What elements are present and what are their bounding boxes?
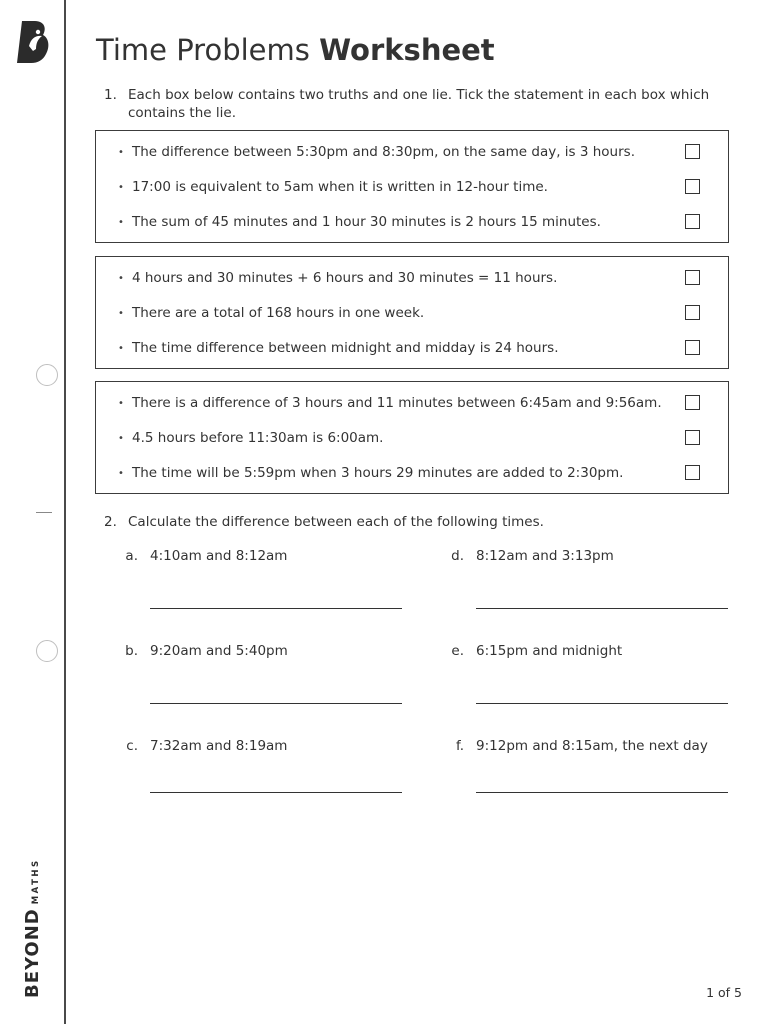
statement-row: [118, 212, 601, 232]
punch-hole-bottom: [36, 640, 58, 662]
question-number: 1.: [104, 87, 117, 103]
item-letter: e.: [451, 643, 464, 659]
beyond-b-logo-icon: [16, 20, 50, 64]
statement-text: The time will be 5:59pm when 3 hours 29 minutes are added to 2:30pm.: [132, 465, 624, 481]
bullet: •: [118, 307, 124, 319]
answer-line[interactable]: [150, 608, 402, 609]
question-2: [104, 513, 724, 531]
item-text: 7:32am and 8:19am: [150, 738, 288, 754]
title-bold: Worksheet: [319, 33, 495, 67]
question-instruction: Each box below contains two truths and one lie. Tick the statement in each box which contains the lie.: [128, 87, 710, 121]
statement-text: 4.5 hours before 11:30am is 6:00am.: [132, 430, 384, 446]
question-1: [104, 86, 724, 122]
answer-line[interactable]: [150, 703, 402, 704]
item-letter: c.: [126, 738, 138, 754]
statement-row: [118, 303, 424, 323]
lie-checkbox[interactable]: [685, 465, 700, 480]
statement-text: There are a total of 168 hours in one week.: [132, 305, 425, 321]
lie-checkbox[interactable]: [685, 214, 700, 229]
title-regular: Time Problems: [96, 33, 310, 67]
bullet: •: [118, 272, 124, 284]
margin-rule: [64, 0, 66, 1024]
bullet: •: [118, 146, 124, 158]
item-text: 8:12am and 3:13pm: [476, 548, 614, 564]
item-letter: a.: [125, 548, 138, 564]
statement-text: The sum of 45 minutes and 1 hour 30 minutes is 2 hours 15 minutes.: [132, 214, 601, 230]
lie-checkbox[interactable]: [685, 270, 700, 285]
item-letter: d.: [451, 548, 464, 564]
lie-checkbox[interactable]: [685, 395, 700, 410]
bullet: •: [118, 467, 124, 479]
brand-sub-text: MATHS: [31, 858, 41, 905]
statement-text: The time difference between midnight and midday is 24 hours.: [132, 340, 559, 356]
question-number: 2.: [104, 514, 117, 530]
statement-box-2: [95, 256, 729, 369]
statement-text: The difference between 5:30pm and 8:30pm, on the same day, is 3 hours.: [132, 144, 635, 160]
answer-line[interactable]: [476, 792, 728, 793]
bullet: •: [118, 181, 124, 193]
statement-box-3: [95, 381, 729, 494]
item-letter: b.: [125, 643, 138, 659]
item-text: 4:10am and 8:12am: [150, 548, 288, 564]
statement-text: 17:00 is equivalent to 5am when it is written in 12-hour time.: [132, 179, 548, 195]
lie-checkbox[interactable]: [685, 305, 700, 320]
statement-row: [118, 142, 635, 162]
statement-row: [118, 268, 557, 288]
item-text: 9:12pm and 8:15am, the next day: [476, 738, 708, 754]
item-letter: f.: [455, 738, 464, 754]
statement-text: There is a difference of 3 hours and 11 minutes between 6:45am and 9:56am.: [132, 395, 662, 411]
page-title: [96, 33, 495, 67]
question-instruction: Calculate the difference between each of the following times.: [128, 514, 544, 530]
statement-box-1: [95, 130, 729, 243]
statement-row: [118, 177, 548, 197]
lie-checkbox[interactable]: [685, 144, 700, 159]
lie-checkbox[interactable]: [685, 179, 700, 194]
bullet: •: [118, 342, 124, 354]
page-indicator: 1 of 5: [706, 985, 742, 1000]
item-text: 6:15pm and midnight: [476, 643, 623, 659]
lie-checkbox[interactable]: [685, 340, 700, 355]
punch-hole-top: [36, 364, 58, 386]
brand-wordmark: [22, 858, 43, 998]
statement-row: [118, 463, 623, 483]
bullet: •: [118, 432, 124, 444]
bullet: •: [118, 216, 124, 228]
answer-line[interactable]: [476, 608, 728, 609]
brand-main-text: BEYOND: [22, 908, 43, 998]
fold-mark: [36, 512, 52, 513]
statement-row: [118, 393, 662, 413]
bullet: •: [118, 397, 124, 409]
item-text: 9:20am and 5:40pm: [150, 643, 288, 659]
statement-text: 4 hours and 30 minutes + 6 hours and 30 minutes = 11 hours.: [132, 270, 558, 286]
answer-line[interactable]: [476, 703, 728, 704]
answer-line[interactable]: [150, 792, 402, 793]
statement-row: [118, 428, 383, 448]
lie-checkbox[interactable]: [685, 430, 700, 445]
statement-row: [118, 338, 558, 358]
